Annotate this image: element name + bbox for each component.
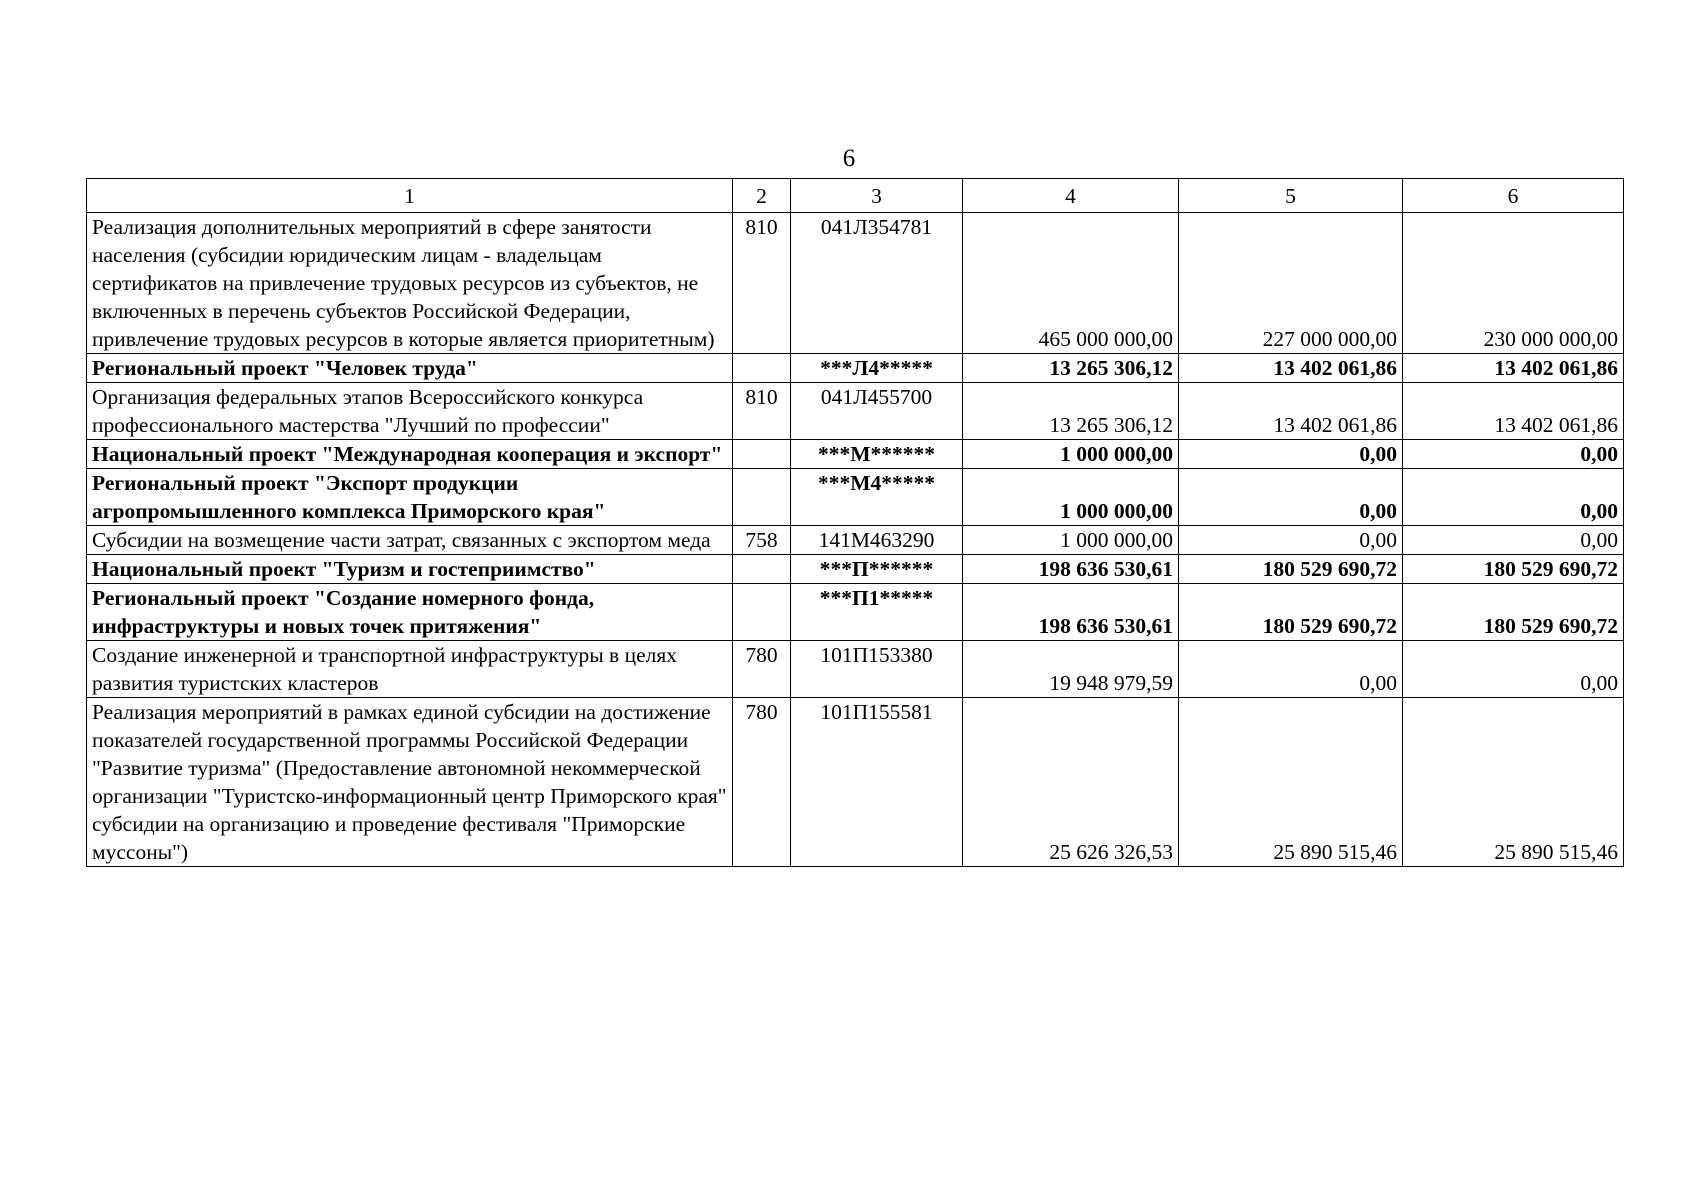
row-classification: ***М4*****	[791, 469, 963, 526]
row-classification: 041Л354781	[791, 213, 963, 354]
table-row	[87, 641, 1624, 698]
row-name: Реализация дополнительных мероприятий в сфере занятости населения (субсидии юридическим лицам - владельцам сертификатов на привлечение трудовых ресурсов из субъектов, не включенных в перечень субъектов Российской Федерации, привлечение трудовых ресурсов в которые является приоритетным)	[87, 213, 733, 354]
row-amount-col5: 0,00	[1179, 440, 1403, 469]
row-amount-col5: 13 402 061,86	[1179, 383, 1403, 440]
row-code	[733, 440, 791, 469]
row-name: Национальный проект "Туризм и гостеприимство"	[87, 555, 733, 584]
row-classification: ***П1*****	[791, 584, 963, 641]
row-amount-col5: 25 890 515,46	[1179, 698, 1403, 867]
header-col-1: 1	[87, 179, 733, 213]
row-amount-col4: 1 000 000,00	[963, 526, 1179, 555]
table-row	[87, 584, 1624, 641]
row-amount-col4: 465 000 000,00	[963, 213, 1179, 354]
row-amount-col4: 19 948 979,59	[963, 641, 1179, 698]
row-classification: 041Л455700	[791, 383, 963, 440]
row-name: Организация федеральных этапов Всероссийского конкурса профессионального мастерства "Лучший по профессии"	[87, 383, 733, 440]
table-row	[87, 469, 1624, 526]
row-amount-col5: 0,00	[1179, 469, 1403, 526]
row-amount-col5: 13 402 061,86	[1179, 354, 1403, 383]
row-code: 780	[733, 641, 791, 698]
table-body	[87, 213, 1624, 867]
row-amount-col4: 1 000 000,00	[963, 469, 1179, 526]
row-amount-col4: 198 636 530,61	[963, 555, 1179, 584]
table-row	[87, 698, 1624, 867]
row-name: Региональный проект "Человек труда"	[87, 354, 733, 383]
row-amount-col5: 0,00	[1179, 526, 1403, 555]
budget-table	[86, 178, 1624, 867]
page-number: 6	[842, 145, 856, 172]
header-col-5: 5	[1179, 179, 1403, 213]
row-amount-col6: 180 529 690,72	[1403, 555, 1624, 584]
row-amount-col4: 13 265 306,12	[963, 383, 1179, 440]
header-col-3: 3	[791, 179, 963, 213]
table-row	[87, 383, 1624, 440]
row-classification: ***М******	[791, 440, 963, 469]
row-amount-col6: 0,00	[1403, 641, 1624, 698]
row-amount-col5: 227 000 000,00	[1179, 213, 1403, 354]
row-amount-col4: 198 636 530,61	[963, 584, 1179, 641]
row-amount-col6: 0,00	[1403, 440, 1624, 469]
table-row	[87, 555, 1624, 584]
header-col-2: 2	[733, 179, 791, 213]
table-row	[87, 213, 1624, 354]
row-amount-col6: 0,00	[1403, 526, 1624, 555]
row-classification: ***Л4*****	[791, 354, 963, 383]
row-code	[733, 354, 791, 383]
row-name: Реализация мероприятий в рамках единой субсидии на достижение показателей государственной программы Российской Федерации "Развитие туризма" (Предоставление автономной некоммерческой организации "Туристско-информационный центр Приморского края" субсидии на организацию и проведение фестиваля "Приморские муссоны")	[87, 698, 733, 867]
row-code	[733, 469, 791, 526]
row-amount-col6: 13 402 061,86	[1403, 354, 1624, 383]
row-amount-col4: 1 000 000,00	[963, 440, 1179, 469]
row-classification: ***П******	[791, 555, 963, 584]
row-code	[733, 584, 791, 641]
table-row	[87, 354, 1624, 383]
row-amount-col4: 13 265 306,12	[963, 354, 1179, 383]
table-row	[87, 440, 1624, 469]
row-name: Создание инженерной и транспортной инфраструктуры в целях развития туристских кластеров	[87, 641, 733, 698]
row-code: 810	[733, 383, 791, 440]
row-amount-col6: 13 402 061,86	[1403, 383, 1624, 440]
row-code: 810	[733, 213, 791, 354]
row-name: Региональный проект "Экспорт продукции агропромышленного комплекса Приморского края"	[87, 469, 733, 526]
row-code: 780	[733, 698, 791, 867]
row-amount-col5: 0,00	[1179, 641, 1403, 698]
header-col-4: 4	[963, 179, 1179, 213]
row-amount-col5: 180 529 690,72	[1179, 555, 1403, 584]
row-amount-col6: 0,00	[1403, 469, 1624, 526]
row-classification: 141М463290	[791, 526, 963, 555]
header-col-6: 6	[1403, 179, 1624, 213]
row-code	[733, 555, 791, 584]
row-name: Субсидии на возмещение части затрат, связанных с экспортом меда	[87, 526, 733, 555]
row-name: Региональный проект "Создание номерного фонда, инфраструктуры и новых точек притяжения"	[87, 584, 733, 641]
row-classification: 101П155581	[791, 698, 963, 867]
row-code: 758	[733, 526, 791, 555]
table-row	[87, 526, 1624, 555]
row-amount-col6: 180 529 690,72	[1403, 584, 1624, 641]
row-classification: 101П153380	[791, 641, 963, 698]
row-amount-col6: 230 000 000,00	[1403, 213, 1624, 354]
row-name: Национальный проект "Международная кооперация и экспорт"	[87, 440, 733, 469]
row-amount-col5: 180 529 690,72	[1179, 584, 1403, 641]
row-amount-col6: 25 890 515,46	[1403, 698, 1624, 867]
row-amount-col4: 25 626 326,53	[963, 698, 1179, 867]
header-row	[87, 179, 1624, 213]
table-header	[87, 179, 1624, 213]
